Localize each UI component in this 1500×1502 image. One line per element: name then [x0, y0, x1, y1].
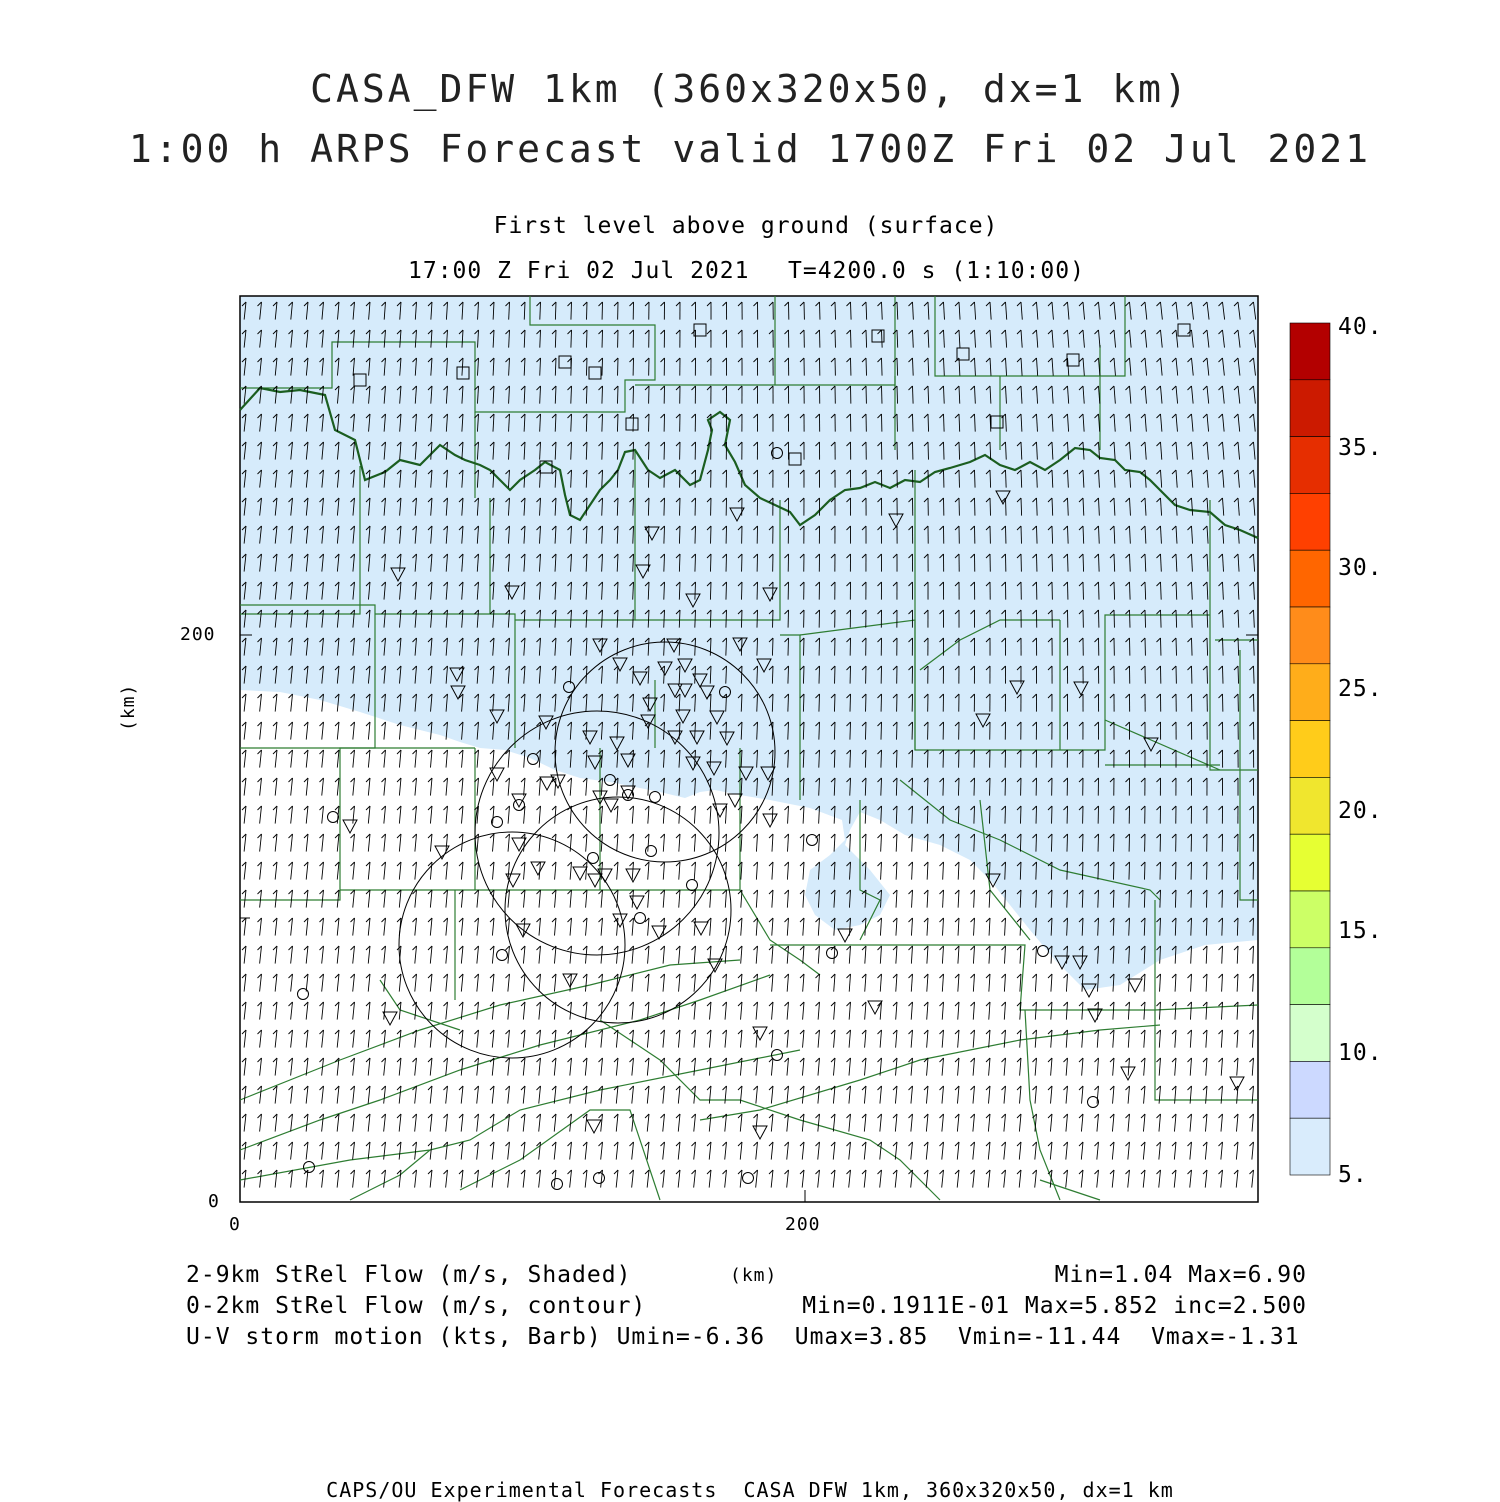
colorbar-swatch	[1290, 380, 1330, 437]
legend-row1-right: Min=1.04 Max=6.90	[1055, 1264, 1307, 1287]
station-circle-marker	[497, 950, 508, 961]
station-triangle-marker	[604, 799, 618, 812]
x-axis-label: (km)	[730, 1267, 777, 1285]
station-circle-marker	[1038, 946, 1049, 957]
station-triangle-marker	[343, 820, 357, 833]
colorbar-swatch	[1290, 1005, 1330, 1062]
station-triangle-marker	[1088, 1009, 1102, 1022]
colorbar-swatch	[1290, 607, 1330, 664]
station-triangle-marker	[763, 814, 777, 827]
valid-time-label: 17:00 Z Fri 02 Jul 2021	[408, 260, 750, 283]
colorbar-label-25: 25.	[1338, 678, 1383, 701]
y-tick-200: 200	[180, 626, 216, 644]
station-circle-marker	[552, 1179, 563, 1190]
station-circle-marker	[492, 817, 503, 828]
station-triangle-marker	[540, 777, 554, 790]
colorbar-swatch	[1290, 437, 1330, 494]
colorbar-swatch	[1290, 777, 1330, 834]
title-line-1: CASA_DFW 1km (360x320x50, dx=1 km)	[0, 70, 1500, 108]
footer-credit: CAPS/OU Experimental Forecasts CASA DFW 1km, 360x320x50, dx=1 km	[0, 1480, 1500, 1500]
station-circle-marker	[807, 835, 818, 846]
y-tick-0: 0	[208, 1193, 220, 1211]
station-triangle-marker	[694, 922, 708, 935]
station-triangle-marker	[512, 794, 526, 807]
station-triangle-marker	[753, 1027, 767, 1040]
colorbar-label-15: 15.	[1338, 920, 1383, 943]
legend-row1-left: 2-9km StRel Flow (m/s, Shaded)	[186, 1264, 631, 1287]
station-circle-marker	[687, 880, 698, 891]
elapsed-time-label: T=4200.0 s (1:10:00)	[788, 260, 1085, 283]
colorbar-swatch	[1290, 1061, 1330, 1118]
colorbar-swatch	[1290, 834, 1330, 891]
colorbar-swatch	[1290, 891, 1330, 948]
station-circle-marker	[594, 1173, 605, 1184]
colorbar-swatch	[1290, 323, 1330, 380]
station-circle-marker	[646, 846, 657, 857]
colorbar-label-20: 20.	[1338, 800, 1383, 823]
colorbar-label-5: 5.	[1338, 1164, 1368, 1187]
station-circle-marker	[635, 913, 646, 924]
station-triangle-marker	[1128, 979, 1142, 992]
legend-row3: U-V storm motion (kts, Barb) Umin=-6.36 Umax=3.85 Vmin=-11.44 Vmax=-1.31	[186, 1326, 1300, 1349]
colorbar-swatch	[1290, 664, 1330, 721]
station-circle-marker	[514, 800, 525, 811]
legend-row2-left: 0-2km StRel Flow (m/s, contour)	[186, 1295, 646, 1318]
colorbar-label-30: 30.	[1338, 557, 1383, 580]
station-circle-marker	[743, 1173, 754, 1184]
station-circle-marker	[588, 853, 599, 864]
colorbar-swatch	[1290, 550, 1330, 607]
station-triangle-marker	[587, 1120, 601, 1133]
x-tick-0: 0	[229, 1216, 241, 1234]
station-triangle-marker	[713, 804, 727, 817]
station-circle-marker	[328, 812, 339, 823]
y-axis-label: (km)	[120, 684, 138, 731]
title-line-2: 1:00 h ARPS Forecast valid 1700Z Fri 02 Jul 2021	[0, 130, 1500, 168]
station-circle-marker	[298, 989, 309, 1000]
colorbar-label-10: 10.	[1338, 1042, 1383, 1065]
colorbar-label-35: 35.	[1338, 437, 1383, 460]
x-tick-200: 200	[785, 1216, 821, 1234]
colorbar-swatch	[1290, 1118, 1330, 1175]
colorbar-swatch	[1290, 493, 1330, 550]
colorbar	[1290, 323, 1330, 1175]
station-triangle-marker	[1230, 1077, 1244, 1090]
colorbar-swatch	[1290, 721, 1330, 778]
level-label: First level above ground (surface)	[0, 215, 1492, 238]
colorbar-label-40: 40.	[1338, 316, 1383, 339]
station-triangle-marker	[383, 1012, 397, 1025]
station-triangle-marker	[573, 867, 587, 880]
station-circle-marker	[650, 792, 661, 803]
station-triangle-marker	[753, 1126, 767, 1139]
station-triangle-marker	[868, 1001, 882, 1014]
colorbar-swatch	[1290, 948, 1330, 1005]
legend-row2-right: Min=0.1911E-01 Max=5.852 inc=2.500	[802, 1295, 1307, 1318]
